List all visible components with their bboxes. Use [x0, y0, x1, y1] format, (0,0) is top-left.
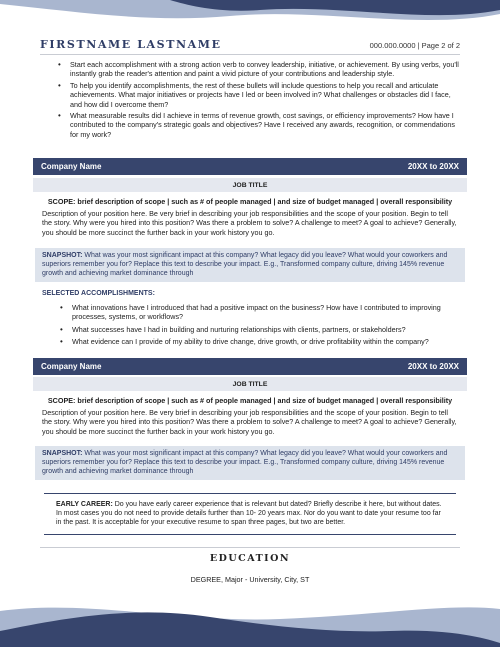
snapshot-box [35, 248, 465, 282]
accomplishments-heading: SELECTED ACCOMPLISHMENTS: [42, 290, 155, 297]
degree-line: DEGREE, Major - University, City, ST [190, 575, 310, 584]
candidate-name: FIRSTNAME LASTNAME [40, 38, 222, 51]
phone-page-info: 000.000.0000 | Page 2 of 2 [369, 41, 460, 50]
education-heading: EDUCATION [40, 547, 460, 564]
snapshot-text: What was your most significant impact at this company? What legacy did you leave? What would your coworkers and superiors remember you for? Replace this text to describe your impact. E.g., Transformed company culture, driving 145% revenue growth and achieving market dominance through [42, 252, 448, 278]
early-career-text: Do you have early career experience that is relevant but dated? Briefly describe it here, but without dates. In most cases you do not need to provide details further than 10- 20 years max. Nor do you want to date your resume too far in the past. It is acceptable for your executive resume to span three pages, but two are better. [56, 501, 442, 527]
list-item: • What evidence can I provide of my ability to drive change, drive growth, or drive profitability within the company? [42, 337, 458, 346]
snapshot-label: SNAPSHOT: [42, 450, 83, 457]
early-career-label: EARLY CAREER: [56, 501, 113, 508]
job-dates: 20XX to 20XX [407, 162, 459, 171]
list-item: • To help you identify accomplishments, the rest of these bullets will include questions to help you recall and articulate achievements. What major initiatives or projects have I led or been involved in? What challenges or obstacles did I face, and how did I overcome them? [40, 81, 460, 109]
accomplishment-list [42, 303, 458, 350]
snapshot-text: What was your most significant impact at this company? What legacy did you leave? What would your coworkers and superiors remember you for? Replace this text to describe your impact. E.g., Transformed company culture, driving 145% revenue growth and achieving market dominance through [42, 450, 448, 476]
early-career-box [44, 493, 456, 535]
bottom-wave-decoration [0, 597, 500, 647]
company-name: Company Name [41, 362, 102, 371]
company-bar-1 [33, 158, 467, 175]
list-item: • What successes have I had in building and nurturing relationships with clients, partners, or stakeholders? [42, 325, 458, 334]
scope-line: SCOPE: brief description of scope | such as # of people managed | and size of budget managed | overall responsibility [47, 396, 453, 405]
job-dates: 20XX to 20XX [407, 362, 459, 371]
job-description: Description of your position here. Be very brief in describing your job responsibilities and the scope of your position. Begin to tell the story. Why were you hired into this position? Was there a problem to solve? A challenge to meet? A goal to achieve? Generally, you should be more succinct the further back in your work history you go. [42, 408, 457, 436]
company-bar-2 [33, 358, 467, 375]
scope-line: SCOPE: brief description of scope | such as # of people managed | and size of budget managed | overall responsibility [47, 197, 453, 206]
list-item: • Start each accomplishment with a strong action verb to convey leadership, initiative, or achievement. By using verbs, you'll instantly grab the reader's attention and paint a vivid picture of your contributions and leadership style. [40, 60, 460, 79]
job-title-bar: JOB TITLE [33, 178, 467, 192]
top-wave-decoration [0, 0, 500, 40]
snapshot-box [35, 446, 465, 480]
list-item: • What innovations have I introduced that had a positive impact on the business? How have I contributed to improving processes, systems, or workflows? [42, 303, 458, 322]
list-item: • What measurable results did I achieve in terms of revenue growth, cost savings, or efficiency improvements? How have I contributed to the company's strategic goals and objectives? Have I received any awards, recognition, or commendations for my work? [40, 111, 460, 139]
accomplishment-list-top [40, 60, 460, 141]
resume-header [40, 38, 460, 55]
snapshot-label: SNAPSHOT: [42, 252, 83, 259]
job-description: Description of your position here. Be very brief in describing your job responsibilities and the scope of your position. Begin to tell the story. Why were you hired into this position? Was there a problem to solve? A challenge to meet? A goal to achieve? Generally, you should be more succinct the further back in your work history you go. [42, 209, 457, 237]
job-title-bar: JOB TITLE [33, 377, 467, 391]
company-name: Company Name [41, 162, 102, 171]
